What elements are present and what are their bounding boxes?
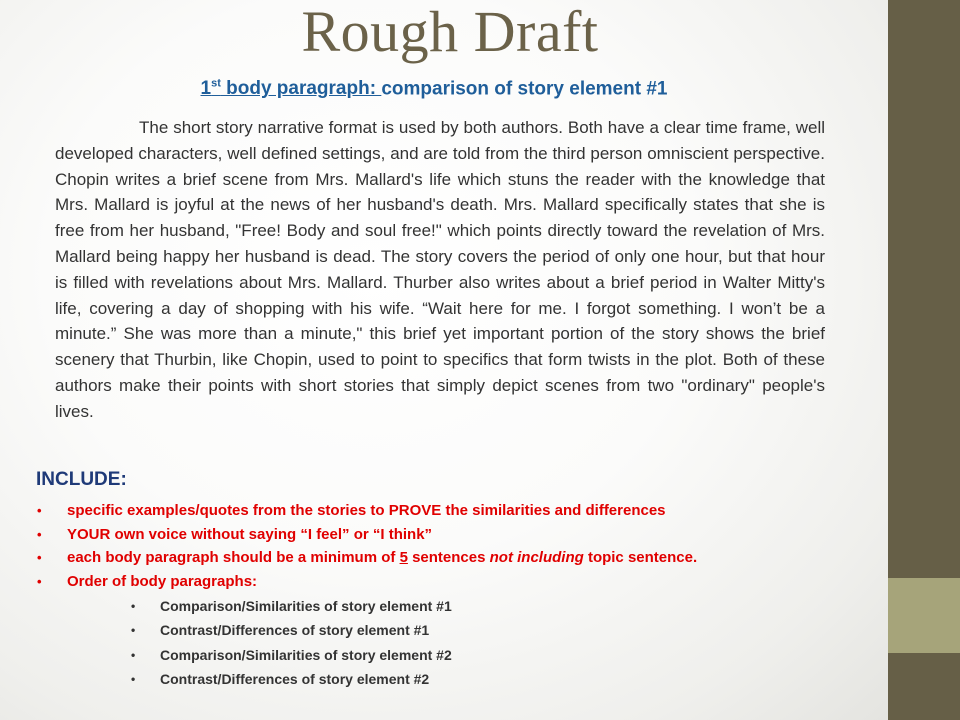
bullet-icon: • <box>37 550 42 565</box>
bullet-icon: • <box>131 671 136 686</box>
bullet-icon: • <box>37 503 42 518</box>
include-item <box>37 546 857 570</box>
order-item <box>131 594 452 618</box>
order-item-text: Comparison/Similarities of story element #2 <box>160 646 452 663</box>
order-item <box>131 618 452 642</box>
include-list <box>37 499 857 593</box>
include-item-text: topic sentence. <box>583 549 698 566</box>
order-list <box>131 594 452 691</box>
include-heading: INCLUDE: <box>36 469 127 490</box>
include-item-text: sentences <box>407 549 490 566</box>
order-item-text: Contrast/Differences of story element #1 <box>160 622 430 639</box>
include-item-text: Order of body paragraphs: <box>67 572 258 590</box>
body-paragraph <box>55 115 825 425</box>
include-item-text: each body paragraph should be a minimum of <box>67 549 400 566</box>
minimum-sentences-number: 5 <box>399 549 408 566</box>
bullet-icon: • <box>131 599 136 613</box>
slide-subtitle <box>0 71 868 102</box>
sidebar-light-band <box>888 578 960 653</box>
bullet-icon: • <box>37 573 42 589</box>
include-item <box>37 523 857 547</box>
body-paragraph-text: The short story narrative format is used by both authors. Both have a clear time frame, well developed characters, well defined settings, and are told from the third person omniscient perspective. Chopin writes a brief scene from Mrs. Mallard's life which stuns the reader with the knowledge that Mrs. Mallard is joyful at the news of her husband's death. Mrs. Mallard specifically states that she is free from her husband, "Free! Body and soul free!" which points directly toward the revelation of Mrs. Mallard being happy her husband is dead. The story covers the period of only one hour, but that hour is filled with revelations about Mrs. Mallard. Thurber also writes about a brief period in Walter Mitty's life, covering a day of shopping with his wife. “Wait here for me. I forgot something. I won’t be a minute.” She was more than a minute," this brief yet important portion of the story shows the brief scenery that Thurbin, like Chopin, used to point to specifics that form twists in the plot. Both of these authors make their points with short stories that simply depict scenes from two "ordinary" people's lives. <box>55 118 825 421</box>
subtitle-rest: comparison of story element #1 <box>381 78 668 100</box>
subtitle-link[interactable] <box>201 78 382 99</box>
order-item <box>131 643 452 667</box>
bullet-icon: • <box>131 623 136 638</box>
subtitle-link-text: body paragraph: <box>220 78 382 100</box>
subtitle-ordinal-suffix: st <box>211 78 221 90</box>
sidebar-dark-band-bottom <box>888 653 960 720</box>
subtitle-ordinal: 1 <box>200 78 212 100</box>
include-item-italic: not including <box>489 549 584 566</box>
bullet-icon: • <box>37 526 42 542</box>
slide-title: Rough Draft <box>301 0 599 64</box>
include-item <box>37 499 857 523</box>
sidebar-dark-band <box>888 0 960 578</box>
bullet-icon: • <box>131 647 136 662</box>
order-item-text: Contrast/Differences of story element #2 <box>160 670 430 687</box>
order-item-text: Comparison/Similarities of story element #1 <box>160 598 452 614</box>
include-item-text: specific examples/quotes from the stories to PROVE the similarities and differences <box>67 502 666 519</box>
include-item <box>37 570 857 594</box>
order-item <box>131 667 452 691</box>
include-item-text: YOUR own voice without saying “I feel” or “I think” <box>67 525 433 543</box>
